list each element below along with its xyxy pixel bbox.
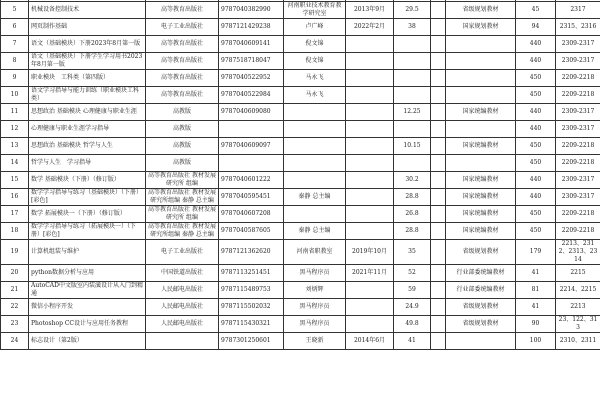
- editor-cell: 马永飞: [284, 70, 346, 87]
- publish-date-cell: 2019年10月: [346, 240, 394, 265]
- book-title-cell: 机械设备控制技术: [29, 2, 146, 19]
- note-cell: [431, 206, 446, 223]
- price-cell: [394, 155, 431, 172]
- isbn-cell: 9787040601222: [219, 172, 284, 189]
- textbook-type-cell: 国家规划教材: [446, 19, 516, 36]
- publish-date-cell: 2013年9月: [346, 2, 394, 19]
- editor-cell: 河南职业技术教育教学研究室: [284, 2, 346, 19]
- publisher-cell: 人民邮电出版社: [146, 299, 219, 316]
- class-codes-cell: 2317: [556, 2, 600, 19]
- note-cell: [431, 138, 446, 155]
- editor-cell: [284, 138, 346, 155]
- publish-date-cell: [346, 189, 394, 206]
- quantity-cell: 81: [516, 282, 556, 299]
- price-cell: 52: [394, 265, 431, 282]
- editor-cell: 黑马程序员: [284, 265, 346, 282]
- table-row: [1, 138, 600, 155]
- textbook-type-cell: [446, 53, 516, 70]
- price-cell: 10.15: [394, 138, 431, 155]
- price-cell: 24.9: [394, 299, 431, 316]
- publisher-cell: 人民邮电出版社: [146, 316, 219, 333]
- quantity-cell: 450: [516, 87, 556, 104]
- row-number-cell: 10: [1, 87, 29, 104]
- price-cell: [394, 87, 431, 104]
- editor-cell: 黑马程序员: [284, 316, 346, 333]
- row-number-cell: 13: [1, 138, 29, 155]
- publisher-cell: 高教版: [146, 138, 219, 155]
- book-title-cell: 数学 基础模块（下册）（修订版）: [29, 172, 146, 189]
- note-cell: [431, 104, 446, 121]
- class-codes-cell: 2209-2218: [556, 206, 600, 223]
- publisher-cell: 高等教育出版社 教材发展研究所 组编: [146, 206, 219, 223]
- quantity-cell: 440: [516, 121, 556, 138]
- book-title-cell: 数学 拓展模块一（下册）（修订版）: [29, 206, 146, 223]
- publish-date-cell: [346, 53, 394, 70]
- quantity-cell: 41: [516, 265, 556, 282]
- isbn-cell: 9787040522984: [219, 87, 284, 104]
- row-number-cell: 24: [1, 333, 29, 350]
- isbn-cell: 9787113251451: [219, 265, 284, 282]
- publish-date-cell: [346, 121, 394, 138]
- class-codes-cell: 2215: [556, 265, 600, 282]
- textbook-type-cell: 省级规划教材: [446, 316, 516, 333]
- row-number-cell: 5: [1, 2, 29, 19]
- table-body: [1, 0, 600, 350]
- publisher-cell: 电子工业出版社: [146, 19, 219, 36]
- book-title-cell: python数据分析与应用: [29, 265, 146, 282]
- quantity-cell: 45: [516, 2, 556, 19]
- row-number-cell: 11: [1, 104, 29, 121]
- editor-cell: [284, 121, 346, 138]
- publisher-cell: 高等教育出版社: [146, 53, 219, 70]
- isbn-cell: 9787040607208: [219, 206, 284, 223]
- note-cell: [431, 333, 446, 350]
- textbook-type-cell: 国家统编教材: [446, 138, 516, 155]
- note-cell: [431, 240, 446, 265]
- price-cell: 26.8: [394, 206, 431, 223]
- row-number-cell: 9: [1, 70, 29, 87]
- isbn-cell: 9787040609097: [219, 138, 284, 155]
- price-cell: 28.8: [394, 189, 431, 206]
- price-cell: [394, 121, 431, 138]
- quantity-cell: 90: [516, 316, 556, 333]
- textbook-type-cell: 省级规划教材: [446, 240, 516, 265]
- table-row: [1, 104, 600, 121]
- textbook-type-cell: 省级规划教材: [446, 2, 516, 19]
- isbn-cell: 9787115430321: [219, 316, 284, 333]
- note-cell: [431, 282, 446, 299]
- publisher-cell: 高等教育出版社 教材发展研究所组编 秦静 总主编: [146, 189, 219, 206]
- quantity-cell: 440: [516, 189, 556, 206]
- quantity-cell: 450: [516, 223, 556, 240]
- book-title-cell: 语文学习指导与能力训练（职业模块工科类）: [29, 87, 146, 104]
- note-cell: [431, 19, 446, 36]
- class-codes-cell: 2309-2317: [556, 104, 600, 121]
- table-row: [1, 2, 600, 19]
- quantity-cell: 94: [516, 19, 556, 36]
- isbn-cell: 9787040587605: [219, 223, 284, 240]
- publisher-cell: 高等教育出版社: [146, 36, 219, 53]
- row-number-cell: 18: [1, 223, 29, 240]
- price-cell: 29.5: [394, 2, 431, 19]
- table-row: [1, 70, 600, 87]
- textbook-type-cell: [446, 70, 516, 87]
- quantity-cell: 440: [516, 36, 556, 53]
- book-title-cell: 心理健康与职业生涯学习指导: [29, 121, 146, 138]
- publish-date-cell: [346, 104, 394, 121]
- publish-date-cell: [346, 282, 394, 299]
- note-cell: [431, 265, 446, 282]
- publish-date-cell: [346, 172, 394, 189]
- textbook-type-cell: 国家统编教材: [446, 189, 516, 206]
- price-cell: 35: [394, 240, 431, 265]
- row-number-cell: 22: [1, 299, 29, 316]
- quantity-cell: 450: [516, 206, 556, 223]
- editor-cell: 王晓新: [284, 333, 346, 350]
- textbook-type-cell: [446, 333, 516, 350]
- table-row: [1, 206, 600, 223]
- isbn-cell: 9787121362620: [219, 240, 284, 265]
- publisher-cell: 电子工业出版社: [146, 240, 219, 265]
- row-number-cell: 8: [1, 53, 29, 70]
- note-cell: [431, 223, 446, 240]
- quantity-cell: 440: [516, 172, 556, 189]
- editor-cell: 黑马程序员: [284, 299, 346, 316]
- price-cell: 49.8: [394, 316, 431, 333]
- table-row: [1, 282, 600, 299]
- note-cell: [431, 87, 446, 104]
- publish-date-cell: [346, 316, 394, 333]
- editor-cell: 河南省职教室: [284, 240, 346, 265]
- row-number-cell: 23: [1, 316, 29, 333]
- publisher-cell: 高教版: [146, 104, 219, 121]
- note-cell: [431, 70, 446, 87]
- note-cell: [431, 155, 446, 172]
- isbn-cell: 9787040382990: [219, 2, 284, 19]
- publisher-cell: 人民邮电出版社: [146, 282, 219, 299]
- editor-cell: 刘炳辉: [284, 282, 346, 299]
- class-codes-cell: 2209-2218: [556, 155, 600, 172]
- table-row: [1, 333, 600, 350]
- price-cell: 59: [394, 282, 431, 299]
- publisher-cell: 中国铁道出版社: [146, 265, 219, 282]
- editor-cell: [284, 206, 346, 223]
- row-number-cell: 19: [1, 240, 29, 265]
- table-row: [1, 265, 600, 282]
- textbook-type-cell: [446, 36, 516, 53]
- book-title-cell: AutoCAD中文版室内装潢设计从入门到精通: [29, 282, 146, 299]
- isbn-cell: [219, 155, 284, 172]
- book-title-cell: 哲学与人生 学习指导: [29, 155, 146, 172]
- editor-cell: [284, 172, 346, 189]
- class-codes-cell: 2309-2317: [556, 172, 600, 189]
- textbook-type-cell: 国家统编教材: [446, 172, 516, 189]
- class-codes-cell: 2309-2317: [556, 53, 600, 70]
- class-codes-cell: 2310、2311: [556, 333, 600, 350]
- book-title-cell: 微信小程序开发: [29, 299, 146, 316]
- isbn-cell: 9787121429238: [219, 19, 284, 36]
- textbook-type-cell: 国家统编教材: [446, 104, 516, 121]
- row-number-cell: 6: [1, 19, 29, 36]
- row-number-cell: 21: [1, 282, 29, 299]
- table-row: [1, 223, 600, 240]
- book-title-cell: 数学学习指导与练习（基础模块）（下册）[彩色]: [29, 189, 146, 206]
- price-cell: 12.25: [394, 104, 431, 121]
- quantity-cell: 440: [516, 53, 556, 70]
- row-number-cell: 12: [1, 121, 29, 138]
- publisher-cell: 高等教育出版社: [146, 2, 219, 19]
- book-title-cell: 职业模块 工科类（第四版）: [29, 70, 146, 87]
- editor-cell: 秦静 总主编: [284, 223, 346, 240]
- publish-date-cell: 2021年11月: [346, 265, 394, 282]
- book-title-cell: Photoshop CC设计与应用任务教程: [29, 316, 146, 333]
- publish-date-cell: 2014年6月: [346, 333, 394, 350]
- table-row: [1, 53, 600, 70]
- isbn-cell: 9787040595451: [219, 189, 284, 206]
- isbn-cell: 9787115502032: [219, 299, 284, 316]
- publish-date-cell: 2022年2月: [346, 19, 394, 36]
- class-codes-cell: 2213: [556, 299, 600, 316]
- class-codes-cell: 2209-2218: [556, 70, 600, 87]
- price-cell: 38: [394, 19, 431, 36]
- isbn-cell: 9787115489753: [219, 282, 284, 299]
- quantity-cell: 100: [516, 333, 556, 350]
- quantity-cell: 450: [516, 70, 556, 87]
- class-codes-cell: 2209-2218: [556, 223, 600, 240]
- price-cell: [394, 70, 431, 87]
- class-codes-cell: 2209-2218: [556, 87, 600, 104]
- book-title-cell: 思想政治 基础模块 哲学与人生: [29, 138, 146, 155]
- class-codes-cell: 2309-2317: [556, 189, 600, 206]
- row-number-cell: 7: [1, 36, 29, 53]
- isbn-cell: 9787301250601: [219, 333, 284, 350]
- table-row: [1, 155, 600, 172]
- note-cell: [431, 189, 446, 206]
- publish-date-cell: [346, 223, 394, 240]
- quantity-cell: 450: [516, 155, 556, 172]
- price-cell: [394, 53, 431, 70]
- price-cell: 41: [394, 333, 431, 350]
- class-codes-cell: 2309-2317: [556, 36, 600, 53]
- class-codes-cell: 2213、2312、2313、2314: [556, 240, 600, 265]
- publish-date-cell: [346, 155, 394, 172]
- price-cell: [394, 36, 431, 53]
- publisher-cell: [146, 333, 219, 350]
- textbook-type-cell: [446, 155, 516, 172]
- textbook-type-cell: 行业部委统编教材: [446, 265, 516, 282]
- book-title-cell: 网页制作基础: [29, 19, 146, 36]
- class-codes-cell: 2209-2218: [556, 138, 600, 155]
- editor-cell: 倪文锦: [284, 36, 346, 53]
- textbook-type-cell: 行业部委统编教材: [446, 282, 516, 299]
- quantity-cell: 179: [516, 240, 556, 265]
- table-row: [1, 299, 600, 316]
- publisher-cell: 高教版: [146, 121, 219, 138]
- table-row: [1, 121, 600, 138]
- editor-cell: 秦静 总主编: [284, 189, 346, 206]
- note-cell: [431, 121, 446, 138]
- row-number-cell: 15: [1, 172, 29, 189]
- quantity-cell: 41: [516, 299, 556, 316]
- publish-date-cell: [346, 87, 394, 104]
- note-cell: [431, 2, 446, 19]
- isbn-cell: 9787518718047: [219, 53, 284, 70]
- publisher-cell: 高等教育出版社: [146, 70, 219, 87]
- note-cell: [431, 316, 446, 333]
- book-title-cell: 语文（基础模块）下册2023年8月第一版: [29, 36, 146, 53]
- row-number-cell: 14: [1, 155, 29, 172]
- price-cell: 28.8: [394, 223, 431, 240]
- row-number-cell: 20: [1, 265, 29, 282]
- note-cell: [431, 53, 446, 70]
- publish-date-cell: [346, 206, 394, 223]
- publish-date-cell: [346, 299, 394, 316]
- editor-cell: 倪文锦: [284, 53, 346, 70]
- price-cell: 30.2: [394, 172, 431, 189]
- isbn-cell: 9787040609080: [219, 104, 284, 121]
- table-row: [1, 19, 600, 36]
- book-title-cell: 计算机组装与维护: [29, 240, 146, 265]
- publisher-cell: 高教版: [146, 155, 219, 172]
- class-codes-cell: 23、122、313: [556, 316, 600, 333]
- publisher-cell: 高等教育出版社 教材发展研究所组编 秦静 总主编: [146, 223, 219, 240]
- book-title-cell: 标志设计（第2版）: [29, 333, 146, 350]
- textbook-type-cell: 国家统编教材: [446, 206, 516, 223]
- class-codes-cell: 2309-2317: [556, 121, 600, 138]
- publisher-cell: 高等教育出版社: [146, 87, 219, 104]
- isbn-cell: 9787040609141: [219, 36, 284, 53]
- class-codes-cell: 2214、2215: [556, 282, 600, 299]
- book-title-cell: 数学学习指导与练习（拓展模块一）（下册）[彩色]: [29, 223, 146, 240]
- quantity-cell: 450: [516, 138, 556, 155]
- publisher-cell: 高等教育出版社 教材发展研究所 组编: [146, 172, 219, 189]
- table-row: [1, 36, 600, 53]
- publish-date-cell: [346, 138, 394, 155]
- note-cell: [431, 299, 446, 316]
- editor-cell: 卢广峰: [284, 19, 346, 36]
- book-title-cell: 语文（基础模块）下册学生学习用书2023年8月第一版: [29, 53, 146, 70]
- table-row: [1, 189, 600, 206]
- editor-cell: [284, 104, 346, 121]
- textbook-type-cell: [446, 121, 516, 138]
- class-codes-cell: 2315、2316: [556, 19, 600, 36]
- row-number-cell: 16: [1, 189, 29, 206]
- isbn-cell: 9787040522952: [219, 70, 284, 87]
- table-row: [1, 172, 600, 189]
- textbook-type-cell: 国家统编教材: [446, 223, 516, 240]
- publish-date-cell: [346, 36, 394, 53]
- table-row: [1, 316, 600, 333]
- isbn-cell: [219, 121, 284, 138]
- book-title-cell: 思想政治 基础模块 心理健康与职业生涯: [29, 104, 146, 121]
- editor-cell: 马永飞: [284, 87, 346, 104]
- quantity-cell: 440: [516, 104, 556, 121]
- textbook-type-cell: [446, 87, 516, 104]
- publish-date-cell: [346, 70, 394, 87]
- table-row: [1, 87, 600, 104]
- row-number-cell: 17: [1, 206, 29, 223]
- textbook-type-cell: 省级规划教材: [446, 299, 516, 316]
- table-row: [1, 240, 600, 265]
- note-cell: [431, 172, 446, 189]
- editor-cell: [284, 155, 346, 172]
- note-cell: [431, 36, 446, 53]
